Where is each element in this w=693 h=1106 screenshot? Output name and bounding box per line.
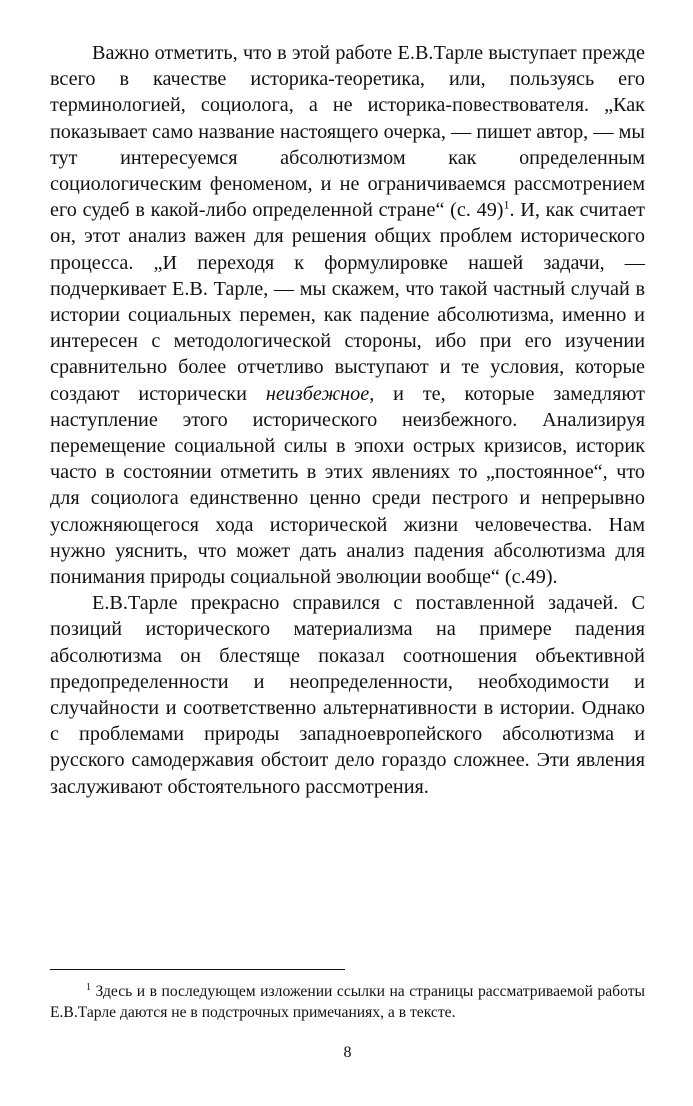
book-page	[50, 40, 645, 1080]
page-number: 8	[343, 1044, 352, 1061]
paragraph-1-text-middle: . И, как считает он, этот анализ важен для решения общих проблем исторического процесса. „И переходя к формулировке нашей задачи, — подчеркивает Е.В. Тарле, — мы скажем, что такой частный случай в истории социальных перемен, как падение абсолютизма, именно и интересен с методологической стороны, ибо при его изучении сравнительно более отчетливо выступают и те условия, которые создают исторически	[50, 199, 645, 405]
emphasized-word: неизбежное	[265, 382, 370, 405]
paragraph-1-text-end: , и те, которые замедляют наступление этого исторического неизбежного. Анализируя перемещение социальной силы в эпохи острых кризисов, историк часто в состоянии отметить в этих явлениях то „постоянное“, что для социолога единственно ценно среди пестрого и непрерывно усложняющегося хода исторической жизни человечества. Нам нужно уяснить, что может дать анализ падения абсолютизма для понимания природы социальной эволюции вообще“ (с.49).	[50, 382, 645, 589]
paragraph-1-text-start: Важно отметить, что в этой работе Е.В.Тарле выступает прежде всего в качестве историка-теоретика, или, пользуясь его терминологией, социолога, а не историка-повествователя. „Как показывает само название настоящего очерка, — пишет автор, — мы тут интересуемся абсолютизмом как определенным социологическим феноменом, и не ограничиваемся рассмотрением его судеб в какой-либо определенной стране“ (с. 49)	[50, 42, 645, 222]
footnote-reference: 1	[503, 197, 510, 212]
footnote-marker: 1	[86, 981, 91, 993]
footnote-text: Здесь и в последующем изложении ссылки на страницы рассматриваемой работы Е.В.Тарле даются не в подстрочных примечаниях, а в тексте.	[50, 983, 645, 1021]
footnote	[50, 981, 645, 1023]
body-paragraph-1	[50, 40, 645, 590]
body-paragraph-2: Е.В.Тарле прекрасно справился с поставленной задачей. С позиций исторического материализма на примере падения абсолютизма он блестяще показал соотношения объективной предопределенности и неопределенности, необходимости и случайности и соответственно альтернативности в истории. Однако с проблемами природы западноевропейского абсолютизма и русского самодержавия обстоит дело гораздо сложнее. Эти явления заслуживают обстоятельного рассмотрения.	[50, 592, 645, 798]
footnote-divider	[50, 969, 345, 970]
